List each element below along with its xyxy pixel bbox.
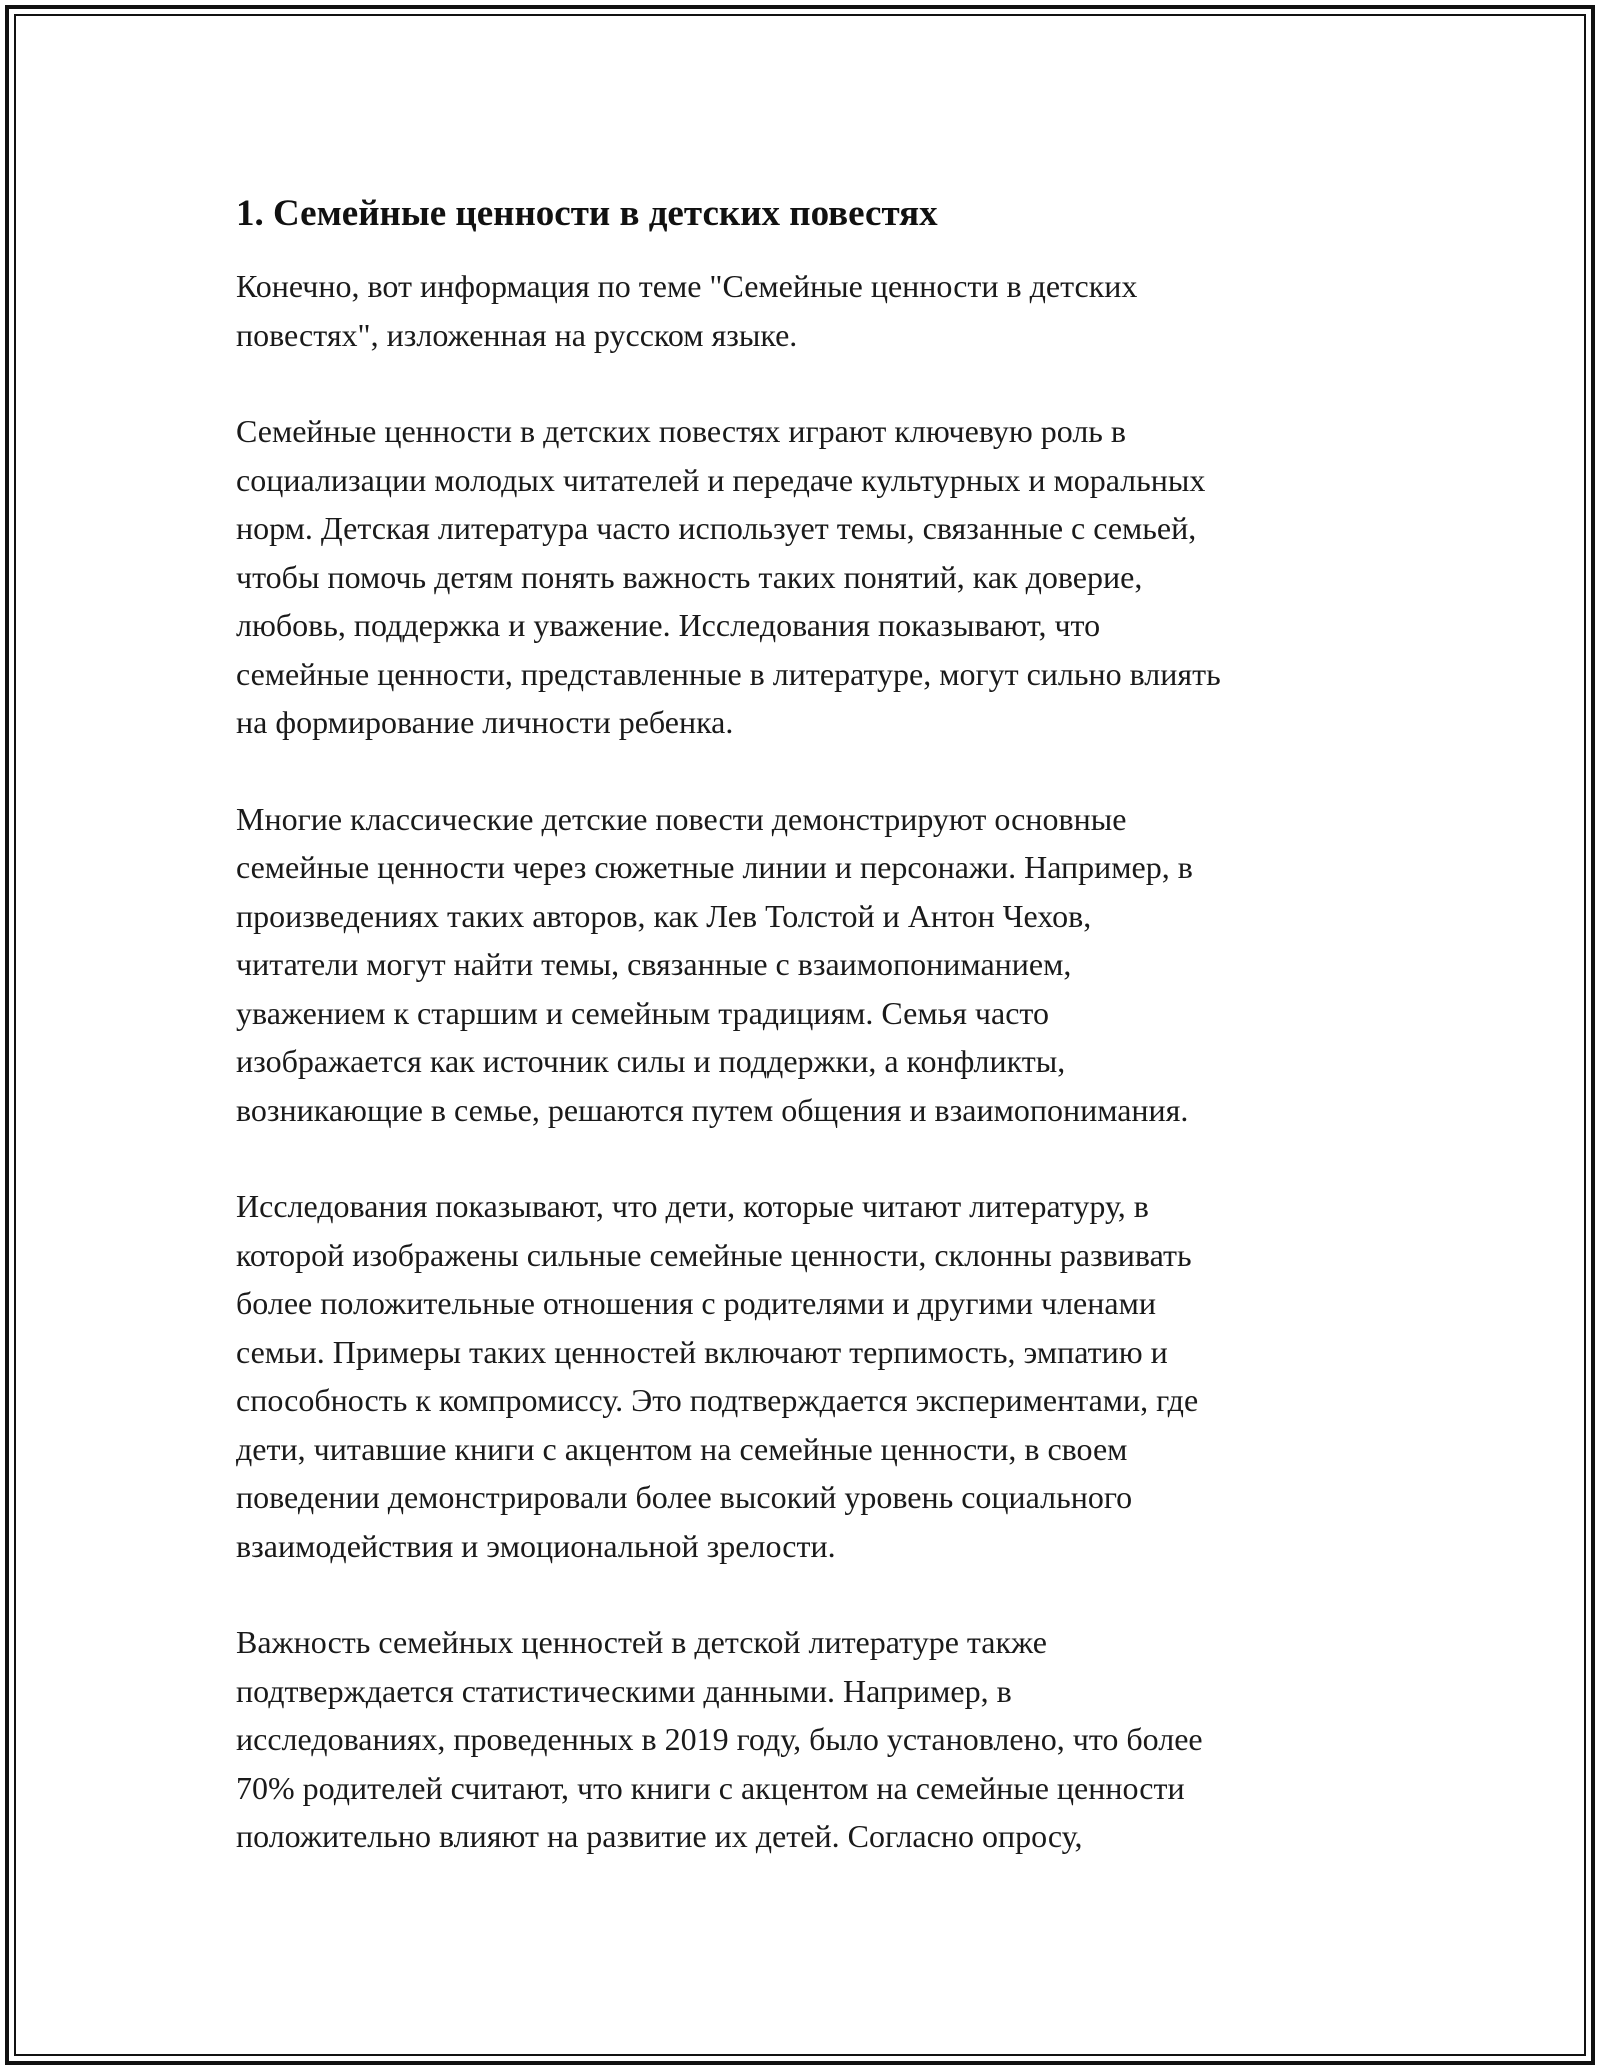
document-title: 1. Семейные ценности в детских повестях	[236, 193, 938, 234]
paragraph-role-of-values: Семейные ценности в детских повестях играют ключевую роль в социализации молодых читателей и передаче культурных и моральных норм. Детская литература часто использует темы, связанные с семьей, чтобы помочь детям понять важность таких понятий, как доверие, любовь, поддержка и уважение. Исследования показывают, что семейные ценности, представленные в литературе, могут сильно влиять на формирование личности ребенка.	[236, 413, 1221, 740]
paragraph-research-findings: Исследования показывают, что дети, которые читают литературу, в которой изображены сильные семейные ценности, склонны развивать более положительные отношения с родителями и другими членами семьи. Примеры таких ценностей включают терпимость, эмпатию и способность к компромиссу. Это подтверждается экспериментами, где дети, читавшие книги с акцентом на семейные ценности, в своем поведении демонстрировали более высокий уровень социального взаимодействия и эмоциональной зрелости.	[236, 1188, 1199, 1564]
paragraph-intro: Конечно, вот информация по теме "Семейные ценности в детских повестях", изложенная на русском языке.	[236, 268, 1138, 353]
paragraph-statistics: Важность семейных ценностей в детской литературе также подтверждается статистическими данными. Например, в исследованиях, проведенных в 2019 году, было установлено, что более 70% родителей считают, что книги с акцентом на семейные ценности положительно влияют на развитие их детей. Согласно опросу,	[236, 1624, 1203, 1854]
document-body	[236, 188, 1386, 1861]
paragraph-classic-stories: Многие классические детские повести демонстрируют основные семейные ценности через сюжетные линии и персонажи. Например, в произведениях таких авторов, как Лев Толстой и Антон Чехов, читатели могут найти темы, связанные с взаимопониманием, уважением к старшим и семейным традициям. Семья часто изображается как источник силы и поддержки, а конфликты, возникающие в семье, решаются путем общения и взаимопонимания.	[236, 800, 1193, 1128]
